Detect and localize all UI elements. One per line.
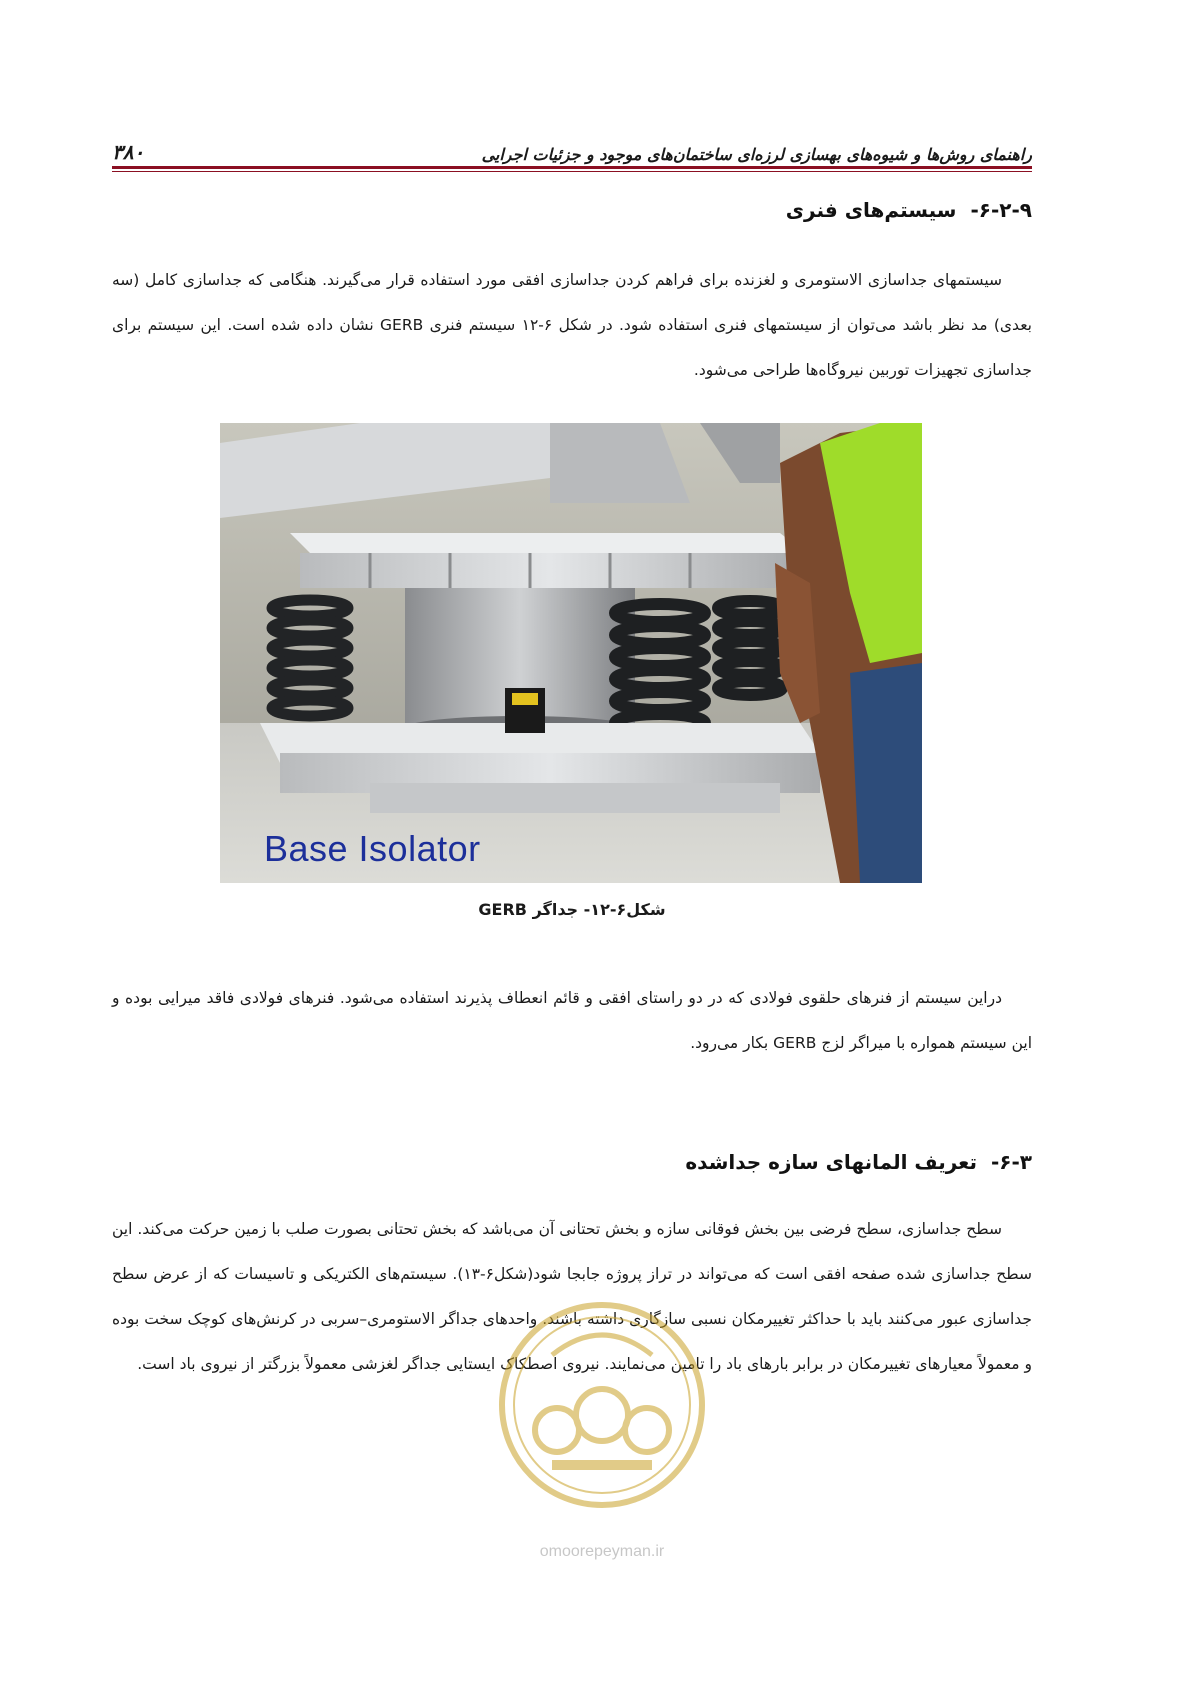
- figure-caption: شکل۶-۱۲- جداگر GERB: [478, 900, 666, 919]
- header-rule-thin: [112, 171, 1032, 172]
- section-heading-definitions: [685, 1150, 1032, 1174]
- section-heading-spring: [786, 198, 1032, 222]
- book-title: راهنمای روش‌ها و شیوه‌های بهسازی لرزه‌ای ساختمان‌های موجود و جزئیات اجرایی: [481, 145, 1032, 164]
- figure-photo: [220, 423, 922, 883]
- section-number: ۶-۳-: [990, 1150, 1032, 1174]
- watermark-site: omoorepeyman.ir: [539, 1543, 665, 1560]
- header-rule-thick: [112, 166, 1032, 169]
- paragraph-spring: سیستمهای جداسازی الاستومری و لغزنده برای فراهم کردن جداسازی افقی مورد استفاده قرار می‌گیرند. هنگامی که جداسازی کامل (سه بعدی) مد نظر باشد می‌توان از سیستمهای فنری استفاده شود. در شکل ۶-۱۲ سیستم فنری GERB نشان داده شده است. این سیستم برای جداسازی تجهیزات توربین نیروگاه‌ها طراحی می‌شود.: [112, 271, 1032, 379]
- section-title: سیستم‌های فنری: [785, 198, 957, 222]
- figure-image-label: Base Isolator: [264, 828, 481, 869]
- page-number: ۳۸۰: [112, 140, 145, 164]
- section-title: تعریف المانهای سازه جداشده: [685, 1150, 977, 1174]
- watermark: [497, 1295, 707, 1570]
- page-header: [112, 134, 1032, 164]
- section-number: ۶-۲-۹-: [970, 198, 1032, 222]
- base-isolator-photo: [220, 423, 922, 883]
- paragraph-definitions: سطح جداسازی، سطح فرضی بین بخش فوقانی سازه و بخش تحتانی آن می‌باشد که بخش تحتانی بصورت صلب با زمین حرکت می‌کند. این سطح جداسازی شده صفحه افقی است که می‌تواند در تراز پروژه جابجا شود(شکل۶-۱۳). سیستم‌های الکتریکی و تاسیسات که از عرض سطح جداسازی عبور می‌کنند باید با حداکثر تغییرمکان نسبی سازگاری داشته باشند. واحدهای جداگر الاستومری–سربی در کرنش‌های کوچک سخت بوده و معمولاً معیارهای تغییرمکان در برابر بارهای باد را تامین می‌نمایند. نیروی اصطکاک ایستایی جداگر لغزشی معمولاً بزرگتر از نیروی باد است.: [112, 1220, 1032, 1373]
- paragraph-gerb: دراین سیستم از فنرهای حلقوی فولادی که در دو راستای افقی و قائم انعطاف پذیرند استفاده می‌شود. فنرهای فولادی فاقد میرایی بوده و این سیستم همواره با میراگر لزج GERB بکار می‌رود.: [112, 989, 1032, 1052]
- watermark-seal: [497, 1295, 707, 1540]
